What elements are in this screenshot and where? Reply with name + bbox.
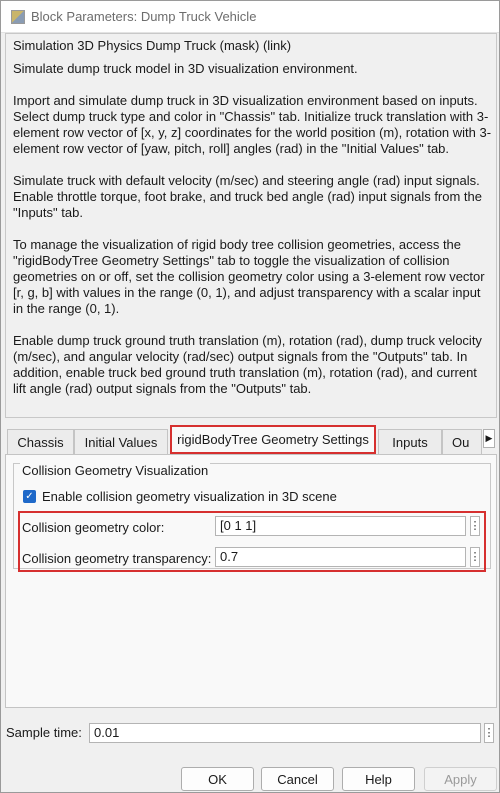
title-bar[interactable] xyxy=(1,1,499,33)
sample-time-menu-button[interactable] xyxy=(484,723,494,743)
tab-outputs[interactable]: Ou xyxy=(442,429,482,454)
description-paragraph: Import and simulate dump truck in 3D visualization environment based on inputs. Select dump truck type and color in "Chassis" tab. Initialize truck translation with 3-element row vector of [x, y, z] coordinates for the world position (m), rotation with 3-element row vector of [yaw, pitch, roll] angles (rad) in the "Initial Values" tab. xyxy=(13,93,492,156)
group-title: Collision Geometry Visualization xyxy=(22,463,209,478)
tab-initial-values[interactable]: Initial Values xyxy=(74,429,168,454)
enable-collision-visualization-row[interactable] xyxy=(23,489,337,504)
collision-transparency-menu-button[interactable] xyxy=(470,547,480,567)
sample-time-row xyxy=(1,722,500,744)
highlighted-parameters xyxy=(18,511,486,572)
more-options-icon: ⋮ xyxy=(483,726,495,739)
more-options-icon: ⋮ xyxy=(469,550,481,563)
window-title: Block Parameters: Dump Truck Vehicle xyxy=(31,9,257,24)
geometry-settings-panel xyxy=(5,454,497,708)
chevron-right-icon: ▶ xyxy=(485,433,493,443)
tab-scroll-right-button[interactable] xyxy=(483,429,495,448)
more-options-icon: ⋮ xyxy=(469,519,481,532)
collision-color-label: Collision geometry color: xyxy=(22,520,165,535)
tab-inputs[interactable]: Inputs xyxy=(378,429,442,454)
checkbox-label: Enable collision geometry visualization in 3D scene xyxy=(42,489,337,504)
collision-transparency-label: Collision geometry transparency: xyxy=(22,551,212,566)
description-paragraph: Enable dump truck ground truth translation (m), rotation (rad), dump truck velocity (m/sec), and angular velocity (rad/sec) output signals from the "Outputs" tab. In addition, enable truck bed ground truth translation (m), rotation (rad), and current lift angle (rad) output signals from the "Outputs" tab. xyxy=(13,333,482,396)
description-paragraph: Simulate truck with default velocity (m/sec) and steering angle (rad) input signals. Enable throttle torque, foot brake, and truck bed angle (rad) input signals from the "Inputs" tab. xyxy=(13,173,482,220)
simulink-block-icon xyxy=(11,10,25,24)
help-button[interactable]: Help xyxy=(342,767,415,791)
description-paragraph: Simulate dump truck model in 3D visualization environment. xyxy=(13,61,358,76)
tab-bar xyxy=(5,424,497,454)
mask-heading: Simulation 3D Physics Dump Truck (mask) (link) xyxy=(13,38,292,53)
tab-rigidbodytree-geometry-settings[interactable]: rigidBodyTree Geometry Settings xyxy=(170,425,376,454)
mask-description xyxy=(13,61,493,413)
sample-time-field[interactable]: 0.01 xyxy=(89,723,481,743)
collision-color-field[interactable]: [0 1 1] xyxy=(215,516,466,536)
sample-time-label: Sample time: xyxy=(6,725,82,740)
tab-chassis[interactable]: Chassis xyxy=(7,429,74,454)
apply-button[interactable]: Apply xyxy=(424,767,497,791)
mask-description-group xyxy=(5,33,497,418)
collision-geometry-group xyxy=(13,463,491,569)
enable-collision-visualization-checkbox[interactable]: ✓ xyxy=(23,490,36,503)
collision-color-menu-button[interactable] xyxy=(470,516,480,536)
ok-button[interactable]: OK xyxy=(181,767,254,791)
cancel-button[interactable]: Cancel xyxy=(261,767,334,791)
collision-transparency-field[interactable]: 0.7 xyxy=(215,547,466,567)
description-paragraph: To manage the visualization of rigid body tree collision geometries, access the "rigidBodyTree Geometry Settings" tab to toggle the visualization of collision geometries on or off, set the collision geometry color using a 3-element row vector [r, g, b] with values in the range (0, 1), and adjust transparency with a scalar input in the range (0, 1). xyxy=(13,237,485,316)
